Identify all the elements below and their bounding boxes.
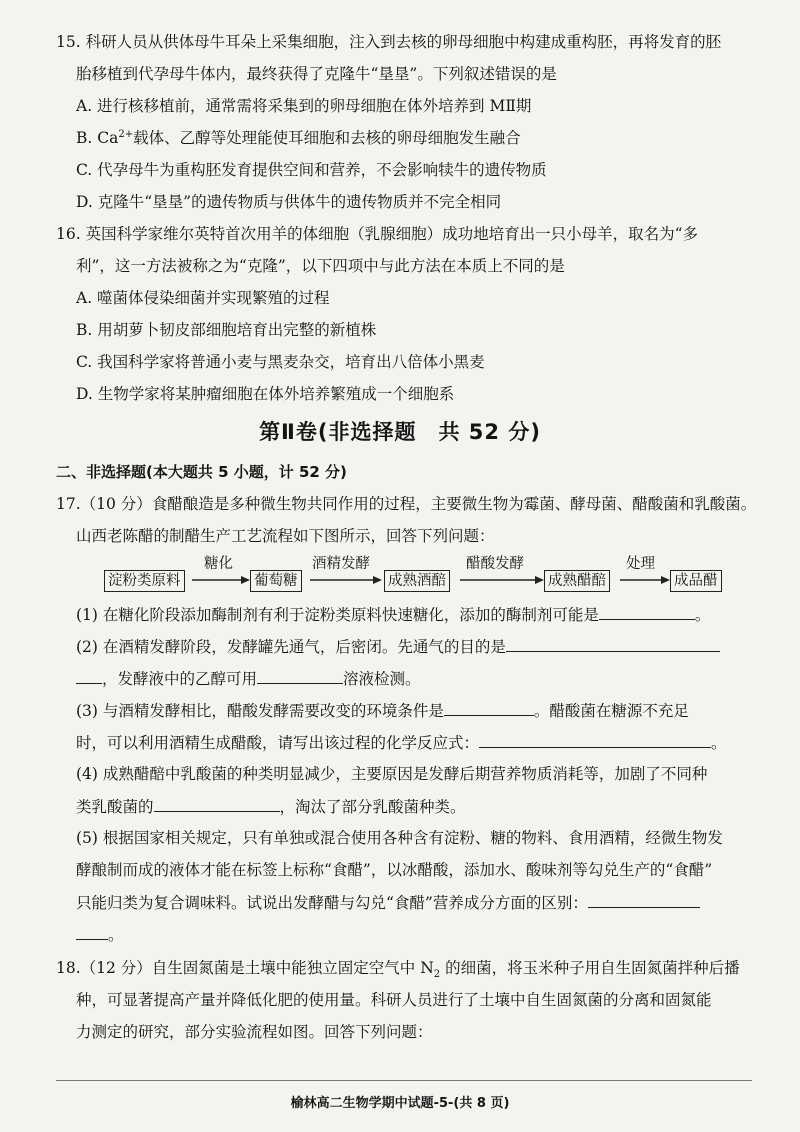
q17-part1-text: (1) 在糖化阶段添加酶制剂有利于淀粉类原料快速糖化，添加的酶制剂可能是 bbox=[76, 606, 599, 624]
q16-option-b: B. 用胡萝卜韧皮部细胞培育出完整的新植株 bbox=[76, 321, 377, 339]
q17-part3-line2 bbox=[76, 732, 727, 753]
q17-part3-text2: 。醋酸菌在糖源不充足 bbox=[533, 702, 689, 720]
flow-label-acetic-ferment: 醋酸发酵 bbox=[466, 556, 524, 572]
q18-stem-line1 bbox=[56, 958, 740, 981]
flow-label-alcohol-ferment: 酒精发酵 bbox=[312, 556, 370, 572]
q17-part1 bbox=[76, 604, 710, 625]
q17-part5-line3 bbox=[76, 892, 700, 913]
q15-option-d: D. 克隆牛“垦垦”的遗传物质与供体牛的遗传物质并不完全相同 bbox=[76, 193, 502, 211]
q16-stem-line2: 利”，这一方法被称之为“克隆”，以下四项中与此方法在本质上不同的是 bbox=[76, 257, 565, 275]
q17-part1-end: 。 bbox=[694, 606, 711, 624]
q17-part5-line2: 酵酿制而成的液体才能在标签上标称“食醋”，以冰醋酸，添加水、酸味剂等勾兑生产的“食醋” bbox=[76, 861, 713, 879]
flow-box-starch: 淀粉类原料 bbox=[104, 570, 185, 592]
q18-stem-line2: 种，可显著提高产量并降低化肥的使用量。科研人员进行了土壤中自生固氮菌的分离和固氮能 bbox=[76, 991, 712, 1009]
q17-part3-line1 bbox=[76, 700, 689, 721]
q17-part2-text3: 溶液检测。 bbox=[343, 670, 421, 688]
q15-stem-line1: 15. 科研人员从供体母牛耳朵上采集细胞，注入到去核的卵母细胞中构建成重构胚，再将发育的胚 bbox=[56, 33, 722, 51]
q17-part1-blank[interactable] bbox=[599, 604, 695, 620]
q17-stem-line1: 17.（10 分）食醋酿造是多种微生物共同作用的过程，主要微生物为霉菌、酵母菌、醋酸菌和乳酸菌。 bbox=[56, 495, 757, 513]
flow-box-mature-vinegar-mash: 成熟醋醅 bbox=[544, 570, 610, 592]
q17-part3-blank1[interactable] bbox=[444, 700, 534, 716]
flow-box-finished-vinegar: 成品醋 bbox=[670, 570, 722, 592]
q15-option-a: A. 进行核移植前，通常需将采集到的卵母细胞在体外培养到 MⅡ期 bbox=[76, 97, 532, 115]
q17-part4-text2: ，淘汰了部分乳酸菌种类。 bbox=[279, 798, 466, 816]
q15-option-b bbox=[76, 128, 521, 148]
flow-arrow-3 bbox=[460, 572, 544, 588]
q17-part5-text: 只能归类为复合调味料。试说出发酵醋与勾兑“食醋”营养成分方面的区别： bbox=[76, 894, 588, 912]
q15-option-b-post: 载体、乙醇等处理能使耳细胞和去核的卵母细胞发生融合 bbox=[133, 129, 521, 147]
q17-part4-blank[interactable] bbox=[154, 796, 280, 812]
q17-part5-line1: (5) 根据国家相关规定，只有单独或混合使用各种含有淀粉、糖的物料、食用酒精，经微生物发 bbox=[76, 829, 723, 847]
q17-part3-text: (3) 与酒精发酵相比，醋酸发酵需要改变的环境条件是 bbox=[76, 702, 444, 720]
flow-arrow-2 bbox=[310, 572, 382, 588]
flow-arrow-4 bbox=[620, 572, 670, 588]
q17-part3-blank2[interactable] bbox=[479, 732, 711, 748]
q18-stem-post: 的细菌，将玉米种子用自生固氮菌拌种后播 bbox=[440, 959, 740, 977]
page-footer: 榆林高二生物学期中试题-5-(共 8 页) bbox=[290, 1096, 510, 1111]
flow-label-process: 处理 bbox=[626, 556, 655, 572]
q17-stem-line2: 山西老陈醋的制醋生产工艺流程如下图所示，回答下列问题： bbox=[76, 527, 495, 545]
q17-part5-line4 bbox=[76, 924, 124, 945]
flow-arrow-1 bbox=[192, 572, 250, 588]
q17-part2-blank2[interactable] bbox=[257, 668, 343, 684]
q17-part2-line2 bbox=[76, 668, 421, 689]
q16-option-d: D. 生物学家将某肿瘤细胞在体外培养繁殖成一个细胞系 bbox=[76, 385, 455, 403]
q17-part5-blank-cont[interactable] bbox=[76, 924, 108, 940]
q16-stem-line1: 16. 英国科学家维尔英特首次用羊的体细胞（乳腺细胞）成功地培育出一只小母羊，取名为“多 bbox=[56, 225, 699, 243]
q18-stem-line3: 力测定的研究，部分实验流程如图。回答下列问题： bbox=[76, 1023, 433, 1041]
q18-stem-sub: 2 bbox=[433, 969, 441, 981]
section-title: 第Ⅱ卷(非选择题 共 52 分) bbox=[259, 420, 541, 444]
q17-part4-line1: (4) 成熟醋醅中乳酸菌的种类明显减少，主要原因是发酵后期营养物质消耗等，加剧了不同种 bbox=[76, 765, 708, 783]
flow-box-glucose: 葡萄糖 bbox=[250, 570, 302, 592]
q17-part2-blank1-cont[interactable] bbox=[76, 668, 102, 684]
q17-part3-text3: 时，可以利用酒精生成醋酸，请写出该过程的化学反应式： bbox=[76, 734, 480, 752]
q17-part2-text: (2) 在酒精发酵阶段，发酵罐先通气，后密闭。先通气的目的是 bbox=[76, 638, 506, 656]
vinegar-process-flow bbox=[104, 556, 718, 596]
q15-option-b-sup: 2+ bbox=[118, 128, 134, 140]
q17-part2-blank1[interactable] bbox=[506, 636, 720, 652]
q17-part5-blank[interactable] bbox=[588, 892, 700, 908]
q15-option-b-pre: B. Ca bbox=[76, 129, 119, 147]
q15-option-c: C. 代孕母牛为重构胚发育提供空间和营养，不会影响犊牛的遗传物质 bbox=[76, 161, 547, 179]
q16-option-c: C. 我国科学家将普通小麦与黑麦杂交，培育出八倍体小黑麦 bbox=[76, 353, 485, 371]
footer-divider bbox=[56, 1080, 752, 1081]
q17-part2-text2: ，发酵液中的乙醇可用 bbox=[102, 670, 258, 688]
q17-part5-end: 。 bbox=[108, 926, 124, 944]
q17-part4-line2 bbox=[76, 796, 466, 817]
section-heading: 二、非选择题(本大题共 5 小题，计 52 分) bbox=[56, 463, 347, 481]
q15-stem-line2: 胎移植到代孕母牛体内，最终获得了克隆牛“垦垦”。下列叙述错误的是 bbox=[76, 65, 557, 83]
q17-part3-end: 。 bbox=[711, 734, 727, 752]
q16-option-a: A. 噬菌体侵染细菌并实现繁殖的过程 bbox=[76, 289, 330, 307]
flow-label-saccharify: 糖化 bbox=[204, 556, 233, 572]
q17-part4-text: 类乳酸菌的 bbox=[76, 798, 154, 816]
q17-part2-line1 bbox=[76, 636, 720, 657]
flow-box-mature-alcohol-mash: 成熟酒醅 bbox=[384, 570, 450, 592]
q18-stem-pre: 18.（12 分）自生固氮菌是土壤中能独立固定空气中 N bbox=[56, 959, 434, 977]
